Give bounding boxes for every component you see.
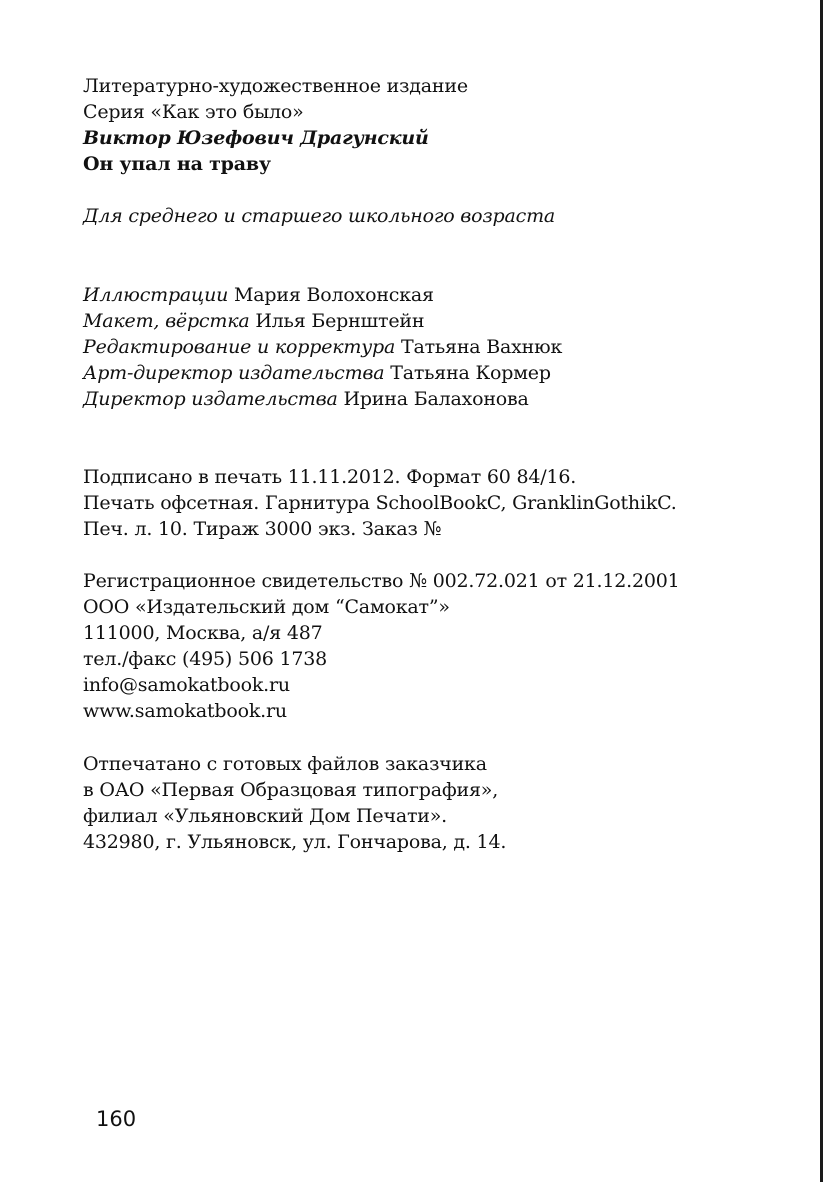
printer-line: в ОАО «Первая Образцовая типография»,	[83, 779, 499, 801]
credit-line	[83, 386, 783, 412]
print-info-line: Подписано в печать 11.11.2012. Формат 60 84/16.	[83, 466, 577, 488]
credit-line	[83, 282, 783, 308]
printer-line: 432980, г. Ульяновск, ул. Гончарова, д. 14.	[83, 831, 507, 853]
credit-role: Макет, вёрстка	[83, 310, 250, 332]
printer-line: филиал «Ульяновский Дом Печати».	[83, 805, 447, 827]
audience-note: Для среднего и старшего школьного возраста	[83, 205, 556, 227]
imprint-header	[83, 73, 783, 177]
credit-person: Мария Волохонская	[234, 284, 434, 306]
print-info-line: Печать офсетная. Гарнитура SchoolBookC, GranklinGothikC.	[83, 492, 677, 514]
author-name: Виктор Юзефович Драгунский	[83, 127, 429, 149]
audience-block	[83, 203, 783, 229]
credit-person: Татьяна Кормер	[390, 362, 551, 384]
printer-info	[83, 751, 783, 855]
printer-line: Отпечатано с готовых файлов заказчика	[83, 753, 487, 775]
credit-role: Редактирование и корректура	[83, 336, 396, 358]
edition-type: Литературно-художественное издание	[83, 75, 468, 97]
publisher-phone: тел./факс (495) 506 1738	[83, 648, 328, 670]
page-edge-rule	[820, 0, 823, 1182]
publisher-name: ООО «Издательский дом “Самокат”»	[83, 596, 450, 618]
credit-role: Директор издательства	[83, 388, 338, 410]
print-info	[83, 464, 783, 542]
print-info-line: Печ. л. 10. Тираж 3000 экз. Заказ №	[83, 518, 442, 540]
page-number: 160	[96, 1107, 137, 1131]
credit-line	[83, 334, 783, 360]
publisher-website: www.samokatbook.ru	[83, 700, 287, 722]
registration-line: Регистрационное свидетельство № 002.72.021 от 21.12.2001	[83, 570, 680, 592]
series-title: Серия «Как это было»	[83, 101, 304, 123]
book-title: Он упал на траву	[83, 153, 271, 175]
publisher-address: 111000, Москва, а/я 487	[83, 622, 323, 644]
publisher-info	[83, 568, 783, 724]
publisher-email: info@samokatbook.ru	[83, 674, 290, 696]
credit-line	[83, 360, 783, 386]
credits-list	[83, 282, 783, 412]
credit-person: Ирина Балахонова	[343, 388, 529, 410]
credit-line	[83, 308, 783, 334]
credit-person: Татьяна Вахнюк	[400, 336, 563, 358]
credit-role: Иллюстрации	[83, 284, 229, 306]
credit-person: Илья Бернштейн	[255, 310, 425, 332]
credit-role: Арт-директор издательства	[83, 362, 385, 384]
